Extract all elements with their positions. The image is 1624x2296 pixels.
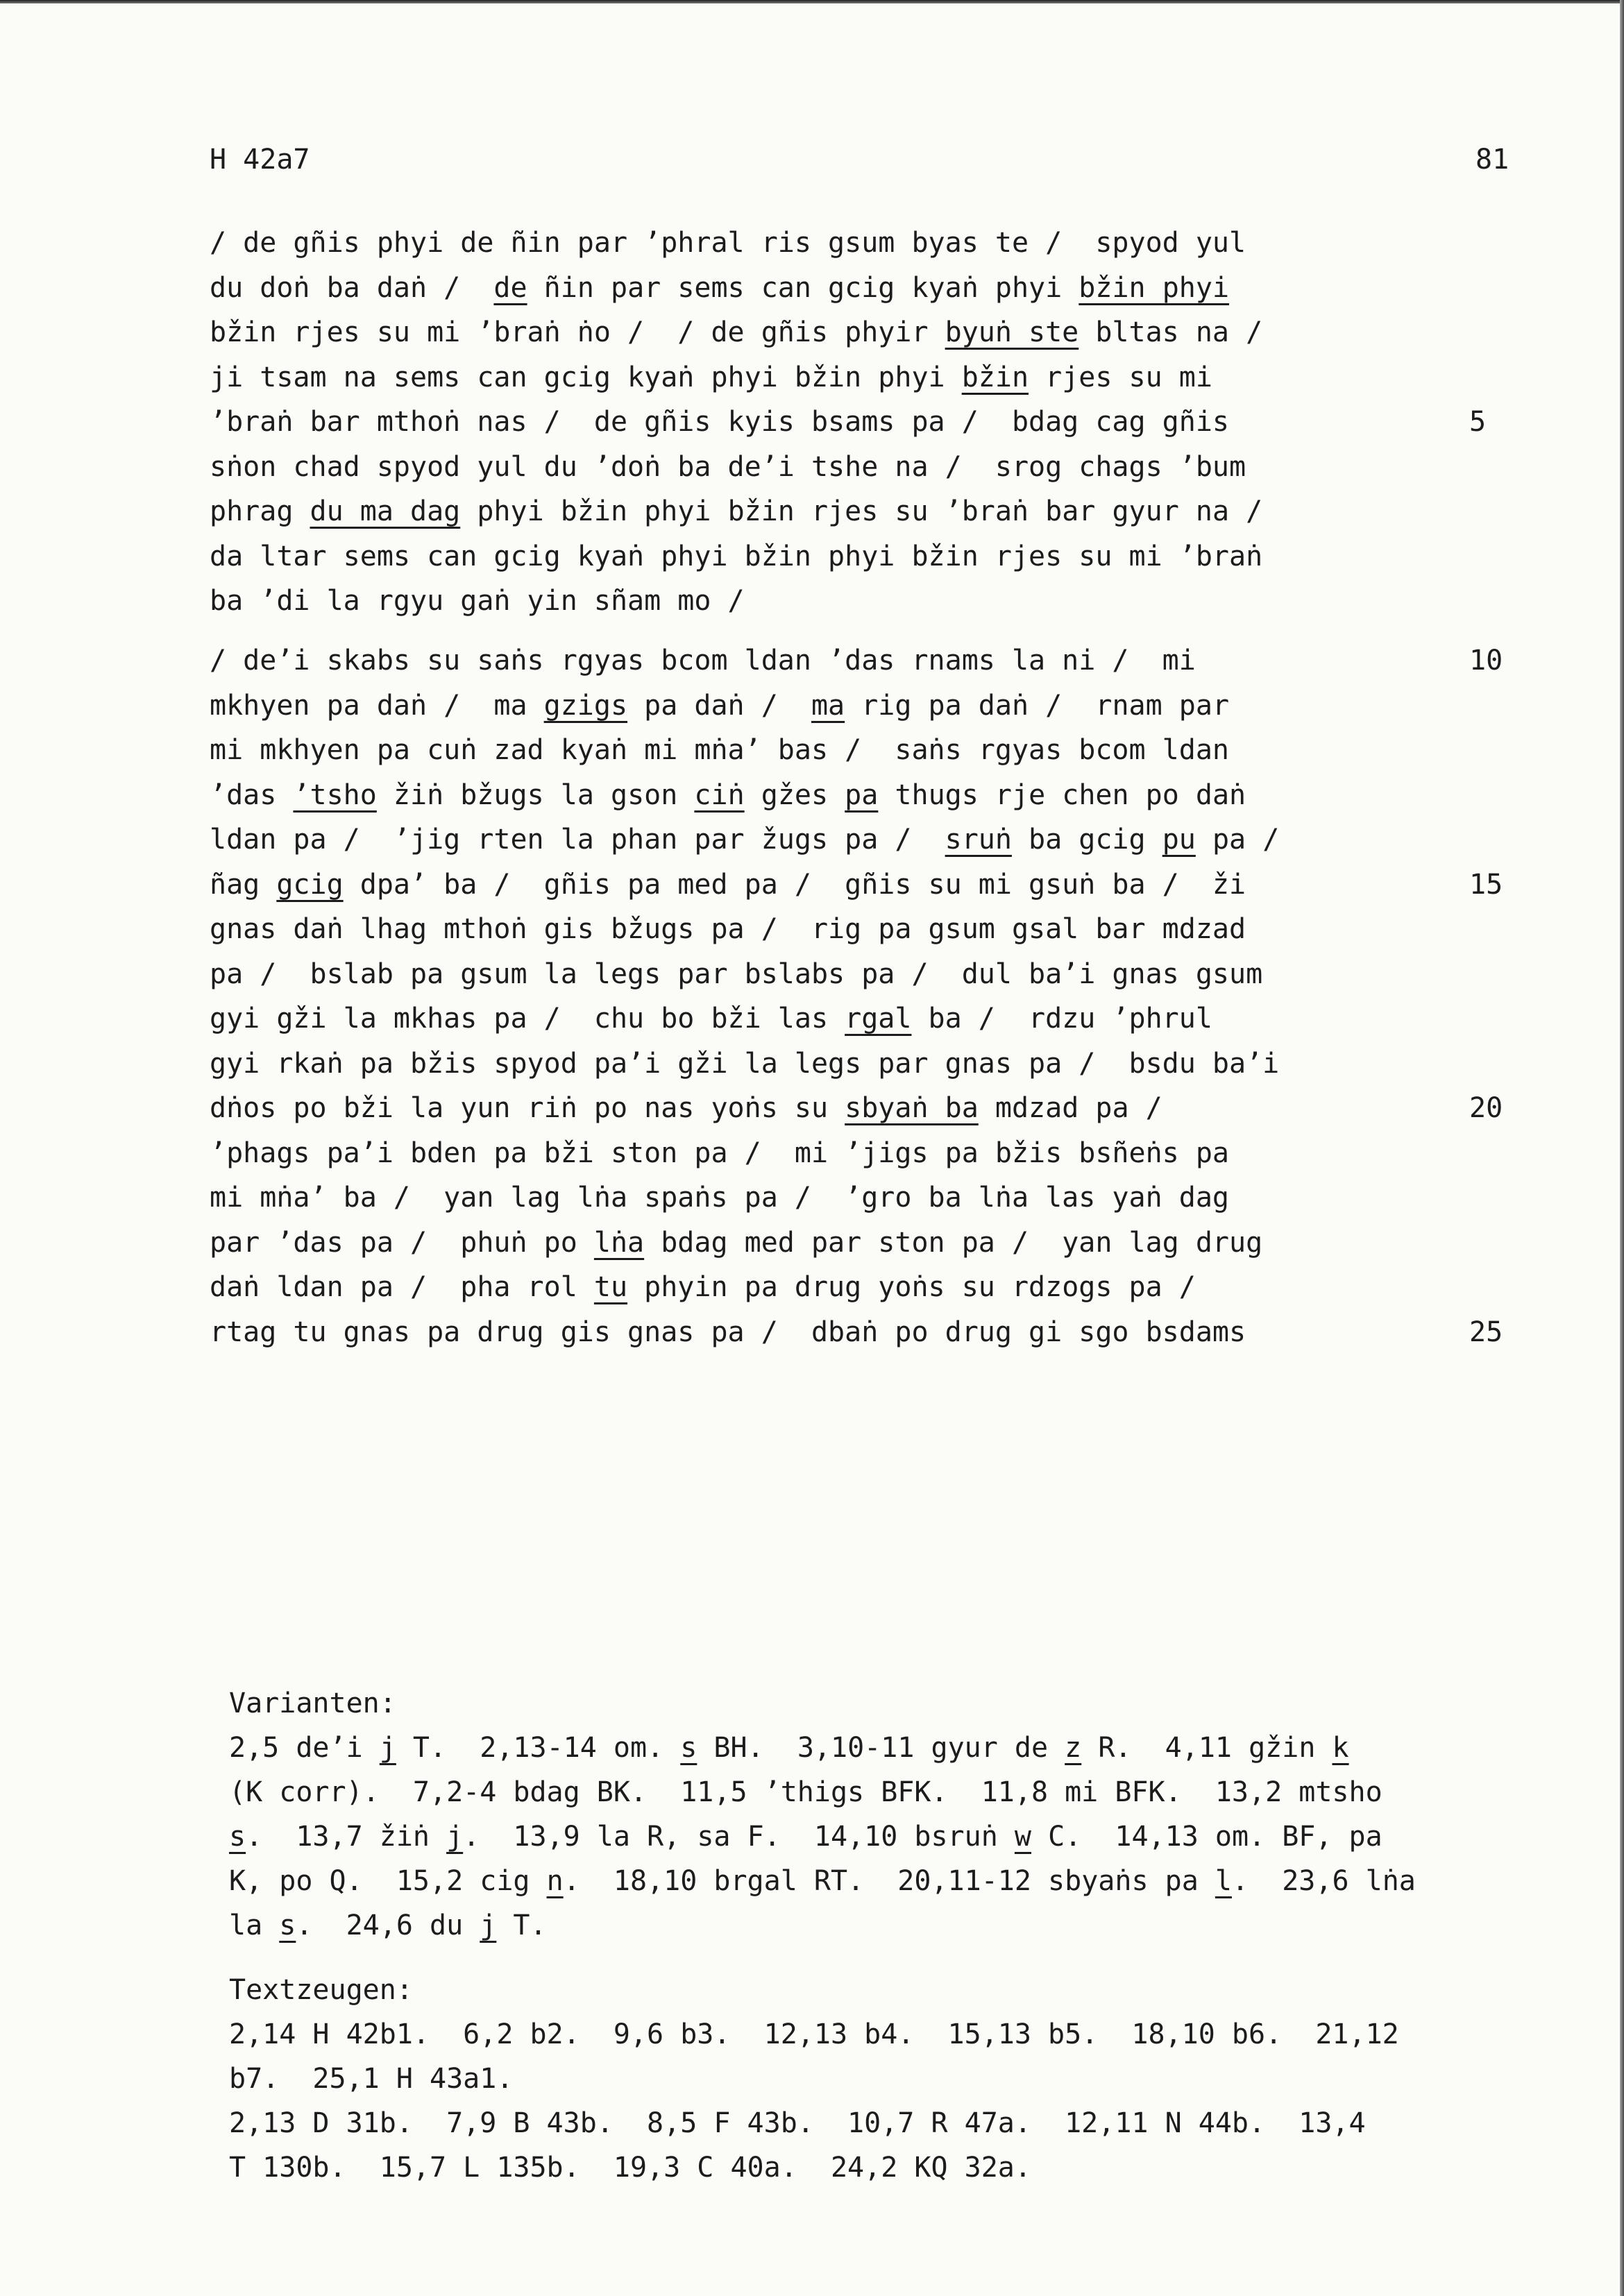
- text-run: T.: [496, 1910, 547, 1941]
- text-run: phyi bžin phyi bžin rjes su ’braṅ bar gyur na /: [460, 495, 1263, 527]
- underlined-reading: z: [1065, 1732, 1082, 1764]
- line-number: 5: [1469, 406, 1487, 438]
- witness-note-line: [229, 2145, 1399, 2190]
- text-run: mi mṅa’ ba / yan lag lṅa spaṅs pa / ’gro ba lṅa las yaṅ dag: [210, 1182, 1230, 1214]
- underlined-reading: rgal: [845, 1003, 912, 1035]
- underlined-reading: pa: [845, 779, 879, 811]
- folio-reference: H 42a7: [210, 144, 310, 176]
- underlined-reading: pu: [1162, 824, 1196, 856]
- underlined-reading: j: [480, 1910, 497, 1941]
- text-run: ba gcig: [1011, 824, 1162, 856]
- page-right-edge: [1620, 0, 1624, 2296]
- underlined-reading: ciṅ: [694, 779, 745, 811]
- text-line: [210, 1175, 1279, 1221]
- underlined-reading: s: [680, 1732, 697, 1764]
- text-run: C. 14,13 om. BF, pa: [1031, 1821, 1382, 1853]
- text-run: la: [229, 1910, 280, 1941]
- text-run: T. 2,13-14 om.: [396, 1732, 681, 1764]
- text-run: gžes: [744, 779, 845, 811]
- text-line: [210, 1221, 1279, 1266]
- text-run: phyin pa drug yoṅs su rdzogs pa /: [627, 1271, 1196, 1303]
- text-line: [210, 1131, 1279, 1176]
- variant-note-line: [229, 1726, 1416, 1770]
- variants-heading: Varianten:: [229, 1687, 396, 1719]
- underlined-reading: de: [493, 271, 527, 304]
- text-line: [210, 579, 1262, 624]
- text-run: ba / rdzu ’phrul: [911, 1003, 1212, 1035]
- text-run: . 24,6 du: [296, 1910, 480, 1941]
- text-line: [210, 638, 1503, 683]
- text-run: mkhyen pa daṅ / ma: [210, 689, 544, 722]
- text-run: b7. 25,1 H 43a1.: [229, 2063, 514, 2095]
- text-line: [210, 907, 1279, 952]
- text-line: [210, 534, 1262, 579]
- witnesses-heading: Textzeugen:: [229, 1974, 413, 2006]
- page-top-edge: [0, 0, 1624, 3]
- text-run: ’das: [210, 779, 294, 811]
- text-line: [210, 310, 1262, 355]
- line-number: 10: [1469, 645, 1503, 677]
- text-run: / de gñis phyi de ñin par ’phral ris gsum byas te / spyod yul: [210, 227, 1246, 259]
- text-line: [210, 355, 1262, 400]
- text-run: daṅ ldan pa / pha rol: [210, 1271, 594, 1303]
- text-run: ñin par sems can gcig kyaṅ phyi: [527, 271, 1079, 304]
- underlined-reading: n: [546, 1865, 564, 1897]
- underlined-reading: ma: [811, 689, 845, 722]
- text-run: ’braṅ bar mthoṅ nas / de gñis kyis bsams pa / bdag cag gñis: [210, 406, 1230, 438]
- text-run: . 23,6 lṅa: [1231, 1865, 1416, 1897]
- underlined-reading: ’tsho: [293, 779, 377, 811]
- page-number: 81: [1475, 144, 1509, 176]
- variant-note-line: [229, 1770, 1416, 1814]
- underlined-reading: byuṅ ste: [945, 316, 1079, 348]
- underlined-reading: j: [379, 1732, 396, 1764]
- text-line: [210, 221, 1262, 266]
- text-run: (K corr). 7,2-4 bdag BK. 11,5 ’thigs BFK. 11,8 mi BFK. 13,2 mtsho: [229, 1776, 1382, 1808]
- witness-note-line: [229, 2012, 1399, 2057]
- underlined-reading: tu: [593, 1271, 628, 1303]
- text-line: [210, 1041, 1279, 1087]
- text-run: . 18,10 brgal RT. 20,11-12 sbyaṅs pa: [563, 1865, 1215, 1897]
- text-line: [210, 773, 1279, 818]
- text-run: ji tsam na sems can gcig kyaṅ phyi bžin phyi: [210, 361, 962, 393]
- text-line: [210, 952, 1279, 997]
- underlined-reading: k: [1332, 1732, 1349, 1764]
- variant-note-line: [229, 1903, 1416, 1948]
- text-line: [210, 728, 1279, 773]
- variant-note-line: [229, 1859, 1416, 1903]
- underlined-reading: j: [446, 1821, 464, 1853]
- text-run: phrag: [210, 495, 310, 527]
- underlined-reading: gzigs: [543, 689, 628, 722]
- underlined-reading: sbyaṅ ba: [845, 1092, 979, 1124]
- text-run: BH. 3,10-11 gyur de: [697, 1732, 1065, 1764]
- text-run: dṅos po bži la yun riṅ po nas yoṅs su: [210, 1092, 845, 1124]
- text-run: R. 4,11 gžin: [1081, 1732, 1333, 1764]
- text-run: / de’i skabs su saṅs rgyas bcom ldan ’das rnams la ni / mi: [210, 645, 1196, 677]
- line-number: 20: [1469, 1092, 1503, 1124]
- text-run: žiṅ bžugs la gson: [376, 779, 695, 811]
- underlined-reading: bžin: [961, 361, 1029, 393]
- text-run: K, po Q. 15,2 cig: [229, 1865, 547, 1897]
- underlined-reading: gcig: [276, 868, 344, 901]
- text-line: [210, 400, 1487, 445]
- text-run: ’phags pa’i bden pa bži ston pa / mi ’jigs pa bžis bsñeṅs pa: [210, 1137, 1230, 1169]
- text-line: [210, 445, 1262, 490]
- text-line: [210, 1265, 1279, 1310]
- variants-section: [229, 1681, 1416, 1948]
- text-line: [210, 489, 1262, 534]
- text-run: da ltar sems can gcig kyaṅ phyi bžin phyi bžin rjes su mi ’braṅ: [210, 540, 1263, 572]
- underlined-reading: sruṅ: [945, 824, 1012, 856]
- witness-note-line: [229, 2101, 1399, 2145]
- text-run: par ’das pa / phuṅ po: [210, 1226, 594, 1259]
- underlined-reading: s: [229, 1821, 246, 1853]
- text-run: T 130b. 15,7 L 135b. 19,3 C 40a. 24,2 KQ 32a.: [229, 2152, 1031, 2184]
- text-run: thugs rje chen po daṅ: [878, 779, 1246, 811]
- text-run: du doṅ ba daṅ /: [210, 271, 494, 304]
- underlined-reading: l: [1215, 1865, 1232, 1897]
- text-line: [210, 266, 1262, 311]
- text-run: dpa’ ba / gñis pa med pa / gñis su mi gsuṅ ba / ži: [343, 868, 1246, 901]
- text-run: gyi rkaṅ pa bžis spyod pa’i gži la legs par gnas pa / bsdu ba’i: [210, 1047, 1280, 1080]
- line-number: 25: [1469, 1316, 1503, 1348]
- text-run: bdag med par ston pa / yan lag drug: [644, 1226, 1263, 1259]
- text-run: . 13,7 žiṅ: [246, 1821, 447, 1853]
- text-line: [210, 1310, 1503, 1355]
- text-run: 2,14 H 42b1. 6,2 b2. 9,6 b3. 12,13 b4. 15,13 b5. 18,10 b6. 21,12: [229, 2018, 1399, 2050]
- underlined-reading: s: [279, 1910, 296, 1941]
- text-run: bžin rjes su mi ’braṅ ṅo / / de gñis phyir: [210, 316, 945, 348]
- text-run: rjes su mi: [1029, 361, 1212, 393]
- text-run: pa / bslab pa gsum la legs par bslabs pa / dul ba’i gnas gsum: [210, 958, 1263, 990]
- text-run: 2,5 de’i: [229, 1732, 380, 1764]
- text-line: [210, 996, 1279, 1041]
- text-run: ba ’di la rgyu gaṅ yin sñam mo /: [210, 585, 745, 617]
- underlined-reading: w: [1014, 1821, 1031, 1853]
- main-text-paragraph-2: [210, 638, 1503, 1354]
- text-run: rtag tu gnas pa drug gis gnas pa / dbaṅ po drug gi sgo bsdams: [210, 1316, 1246, 1348]
- text-run: mi mkhyen pa cuṅ zad kyaṅ mi mṅa’ bas / saṅs rgyas bcom ldan: [210, 734, 1230, 766]
- text-line: [210, 817, 1279, 862]
- text-run: 2,13 D 31b. 7,9 B 43b. 8,5 F 43b. 10,7 R 47a. 12,11 N 44b. 13,4: [229, 2107, 1366, 2139]
- text-run: mdzad pa /: [978, 1092, 1162, 1124]
- text-run: gyi gži la mkhas pa / chu bo bži las: [210, 1003, 845, 1035]
- text-run: sṅon chad spyod yul du ’doṅ ba de’i tshe na / srog chags ’bum: [210, 450, 1246, 483]
- text-run: pa daṅ /: [627, 689, 811, 722]
- text-run: bltas na /: [1079, 316, 1263, 348]
- text-run: . 13,9 la R, sa F. 14,10 bsruṅ: [463, 1821, 1015, 1853]
- text-run: pa /: [1195, 824, 1280, 856]
- text-run: rig pa daṅ / rnam par: [845, 689, 1230, 722]
- underlined-reading: du ma dag: [310, 495, 461, 527]
- text-line: [210, 862, 1503, 908]
- witness-note-line: [229, 2057, 1399, 2101]
- text-run: ñag: [210, 868, 277, 901]
- underlined-reading: lṅa: [593, 1226, 645, 1259]
- witnesses-section: [229, 1968, 1399, 2190]
- line-number: 15: [1469, 868, 1503, 901]
- underlined-reading: bžin phyi: [1079, 271, 1230, 304]
- main-text-paragraph-1: [210, 221, 1487, 624]
- text-line: [210, 683, 1279, 729]
- text-run: ldan pa / ’jig rten la phan par žugs pa /: [210, 824, 945, 856]
- text-line: [210, 1086, 1503, 1131]
- text-run: gnas daṅ lhag mthoṅ gis bžugs pa / rig pa gsum gsal bar mdzad: [210, 913, 1246, 945]
- variant-note-line: [229, 1814, 1416, 1859]
